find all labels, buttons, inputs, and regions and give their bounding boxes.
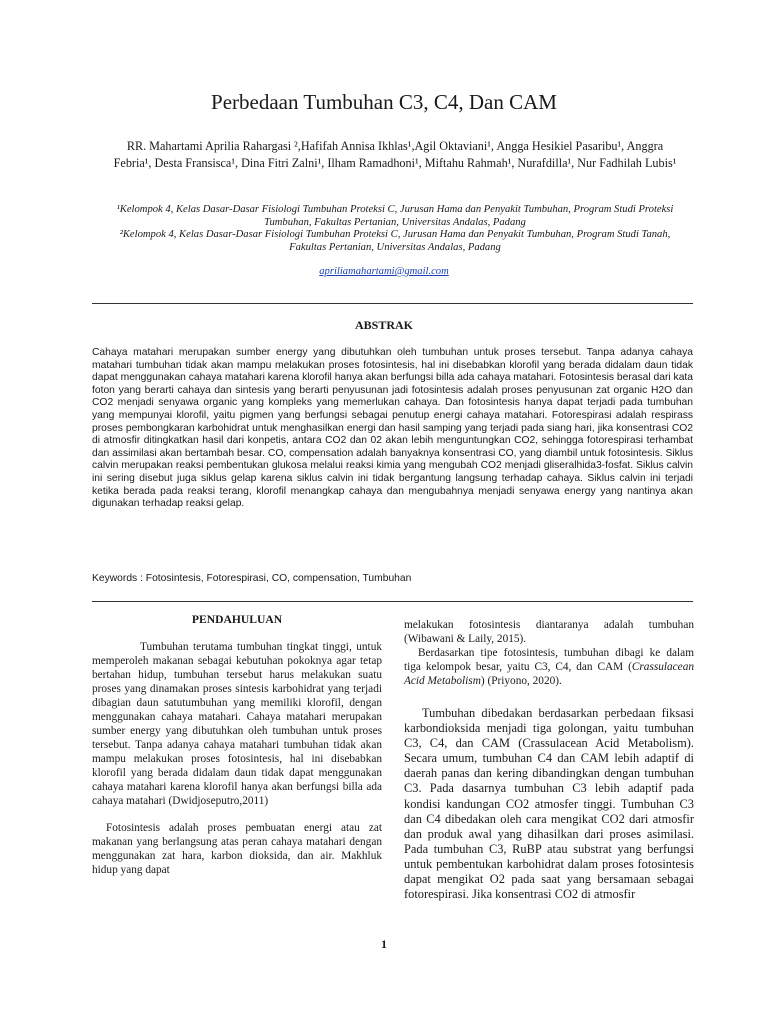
right-paragraph-2 [404,646,694,688]
email-link[interactable]: apriliamahartami@gmail.com [319,266,449,277]
left-paragraph-1: Tumbuhan terutama tumbuhan tingkat tinggi, untuk memperoleh makanan sebagai kebutuhan pokoknya agar tetap bertahan hidup, tumbuhan tersebut harus melakukan suatu proses yang dinamakan proses sintesis karbohidrat yang terjadi dibagian daun satutumbuhan yang memiliki klorofil, dengan menggunakan cahaya matahari. Cahaya matahari merupakan sumber energy yang dibutuhkan oleh tumbuhan untuk proses tersebut. Tanpa adanya cahaya matahari tumbuhan tidak akan mampu melakukan proses fotosintesis, hal ini disebabkan klorofil yang berada didalam daun tidak dapat menggunakan cahaya matahari karena klorofil hanya akan berfungsi billa ada cahaya matahari (Dwidjoseputro,2011) [92,641,382,807]
affiliation-2: ²Kelompok 4, Kelas Dasar-Dasar Fisiologi Tumbuhan Proteksi C, Jurusan Hama dan Penyakit Tumbuhan, Program Studi Tanah, Fakultas Pertanian, Universitas Andalas, Padang [119,229,671,253]
affiliations [100,204,690,254]
divider-top [92,303,693,304]
left-paragraph-2: Fotosintesis adalah proses pembuatan energi atau zat makanan yang berlangsung atas peran cahaya matahari dengan menggunakan zat hara, karbon dioksida, dan air. Makhluk hidup yang dapat [92,822,382,876]
right-column [404,618,694,902]
right-paragraph-1: melakukan fotosintesis diantaranya adalah tumbuhan (Wibawani & Laily, 2015). [404,619,694,645]
right-paragraph-2-start: Berdasarkan tipe fotosintesis, tumbuhan dibagi ke dalam tiga kelompok besar, yaitu C3, C4, dan CAM ( [404,647,694,673]
right-paragraph-2-italic: Crassulacean Acid Metabolism [404,661,694,687]
affiliation-1: ¹Kelompok 4, Kelas Dasar-Dasar Fisiologi Tumbuhan Proteksi C, Jurusan Hama dan Penyakit Tumbuhan, Program Studi Proteksi Tumbuhan, Fakultas Pertanian, Universitas Andalas, Padang [116,204,674,228]
section-heading-pendahuluan: PENDAHULUAN [191,613,283,626]
left-column [92,613,382,877]
abstract-text: Cahaya matahari merupakan sumber energy yang dibutuhkan oleh tumbuhan untuk proses tersebut. Tanpa adanya cahaya matahari tumbuhan tidak akan mampu melakukan proses fotosintesis, hal ini disebabkan klorofil yang berada didalam daun tidak dapat menggunakan cahaya matahari karena klorofil hanya akan berfungsi billa ada cahaya matahari. Fotosintesis berasal dari kata foton yang berarti cahaya dan sintesis yang berarti penyusunan jadi fotosintesis adalah proses penyusunan zat organic H2O dan CO2 menjadi senyawa organic yang kompleks yang memerlukan cahaya. Dan fotosintesis hanya dapat terjadi pada tumbuhan yang mempunyai klorofil, yaitu pigmen yang berfungsi sebagai penutup energi cahaya matahari. Fotorespirasi adalah respirass proses pembongkaran karbohidrat untuk menghasilkan energi dan hasil samping yang terjadi pada siang hari, jika konsentrasi CO2 di atmosfir ditingkatkan hasil dari konpetis, antara CO2 dan 02 akan lebih menguntungkan CO2, sehingga fotorespirasi terhambat dan assimilasi akan bertambah besar. CO, compensation adalah banyaknya konsentrasi CO, yang diambil untuk fotosintesis. Siklus calvin merupakan reaksi pembentukan glukosa melalui reaksi kimia yang mengubah CO2 menjadi gliseralhida3-fosfat. Siklus calvin ini sering disebut juga siklus gelap karena siklus calvin ini tidak bergantung langsung terhadap cahaya. Siklus calvin ini terjadi ketika berada pada reaksi terang, klorofil menangkap cahaya dan mengubahnya menjadi senyawa energy yang nantinya akan digunakan terhadap reaksi gelap. [92,347,694,510]
author-list [100,138,690,172]
authors-line-2: Febria¹, Desta Fransisca¹, Dina Fitri Zalni¹, Ilham Ramadhoni¹, Miftahu Rahmah¹, Nurafdilla¹, Nur Fadhilah Lubis¹ [113,156,677,170]
keywords: Keywords : Fotosintesis, Fotorespirasi, CO, compensation, Tumbuhan [92,573,412,584]
right-paragraph-3: Tumbuhan dibedakan berdasarkan perbedaan fiksasi karbondioksida menjadi tiga golongan, yaitu tumbuhan C3, C4, dan CAM (Crassulacean Acid Metabolism). Secara umum, tumbuhan C4 dan CAM lebih adaptif di daerah panas dan kering dibandingkan dengan tumbuhan C3. Pada dasarnya tumbuhan C3 lebih adaptif pada kondisi kandungan CO2 atmosfer tinggi. Tumbuhan C3 dan C4 dibedakan oleh cara mengikat CO2 dari atmosfir dan produk awal yang dihasilkan dari proses asimilasi. Pada tumbuhan C3, RuBP atau substrat yang berfungsi untuk pembentukan karbohidrat dalam proses fotosintesis dapat mengikat O2 pada saat yang bersamaan sebagai fotorespirasi. Jika konsentrasi CO2 di atmosfir [404,706,694,902]
page-number: 1 [381,937,387,951]
paper-title: Perbedaan Tumbuhan C3, C4, Dan CAM [211,90,557,114]
abstract-heading: ABSTRAK [354,318,413,332]
right-paragraph-2-end: ) (Priyono, 2020). [480,675,562,687]
authors-line-1: RR. Mahartami Aprilia Rahargasi ²,Hafifah Annisa Ikhlas¹,Agil Oktaviani¹, Angga Hesikiel Pasaribu¹, Anggra [126,139,664,153]
divider-bottom [92,601,693,602]
